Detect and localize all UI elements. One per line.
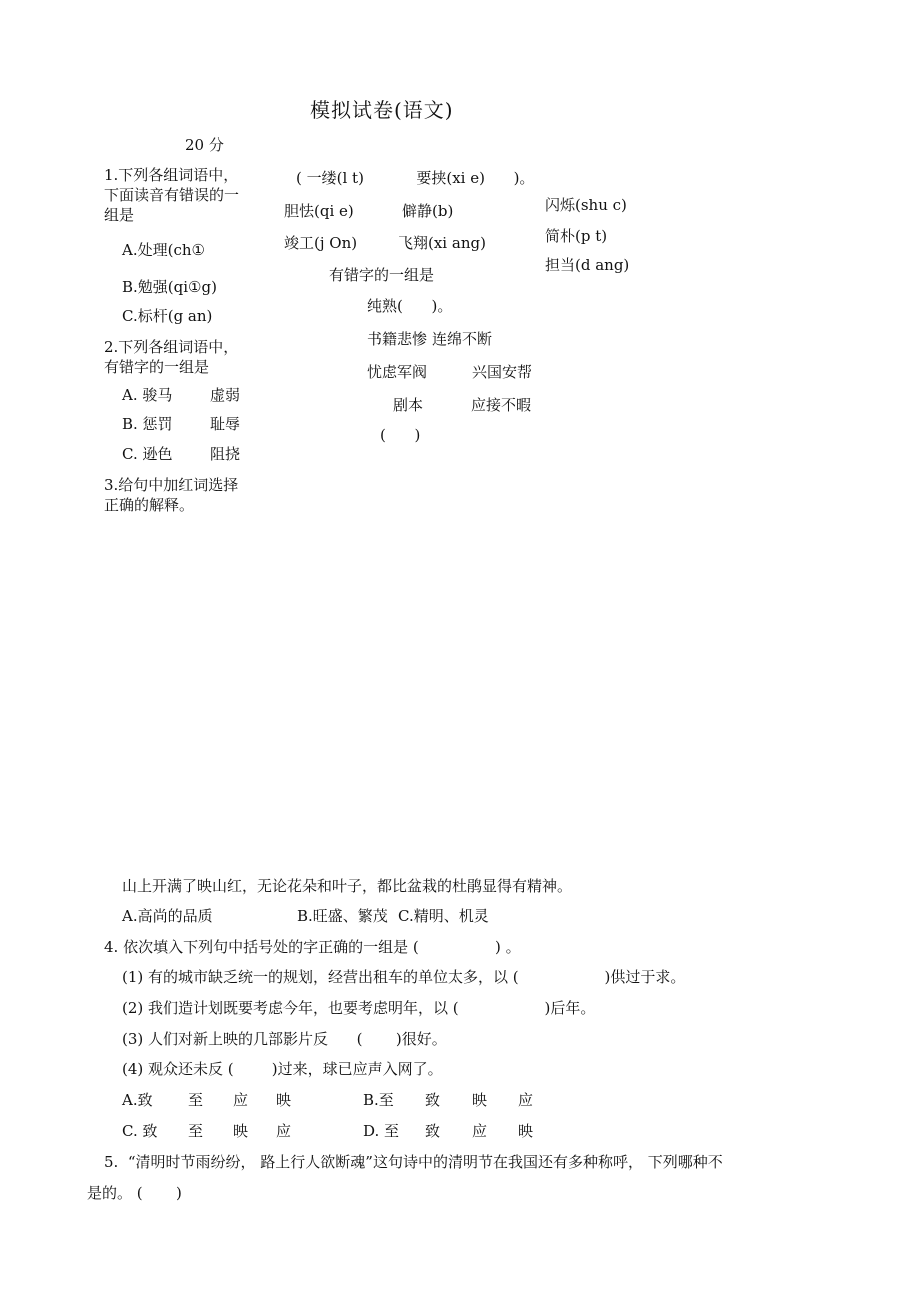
question-4-stem: 4. 依次填入下列句中括号处的字正确的一组是 ( ) 。 <box>104 938 521 956</box>
question-4-option-b-char: 应 <box>518 1091 534 1109</box>
question-3-option-c: C.精明、机灵 <box>398 907 489 925</box>
question-4-sentence-3: (3) 人们对新上映的几部影片反 ( )很好。 <box>122 1030 447 1048</box>
question-2-option-a: A. 骏马 <box>122 386 173 404</box>
question-4-option-d-char: 致 <box>425 1122 441 1140</box>
question-1-option-c: C.标杆(g an) <box>122 307 213 325</box>
question-2-line-4a: 剧本 <box>393 396 424 414</box>
question-1-word-qie: 胆怯(qi e) <box>284 202 354 220</box>
question-2-option-b: B. 惩罚 <box>122 415 173 433</box>
question-4-option-a-char: 映 <box>276 1091 292 1109</box>
question-4-option-c-char: 映 <box>233 1122 249 1140</box>
question-2-option-a-word: 虚弱 <box>210 386 241 404</box>
question-3-option-a: A.高尚的品质 <box>122 907 213 925</box>
score-label: 20 分 <box>185 136 224 154</box>
question-4-option-d-char: 映 <box>518 1122 534 1140</box>
question-2-stem: 2.下列各组词语中，有错字的一组是 <box>104 338 239 376</box>
question-1-word-pijing: 僻静(b) <box>402 202 454 220</box>
question-1-option-a: A.处理(ch① <box>122 241 205 259</box>
question-4-option-b-label: B.至 <box>363 1091 394 1109</box>
question-4-option-a-label: A.致 <box>122 1091 153 1109</box>
question-2-line-2a: 书籍悲惨 <box>367 330 428 348</box>
question-2-line-1: 纯熟( )。 <box>367 297 453 315</box>
question-1-row-1: ( 一缕(l t) 要挟(xi e) )。 <box>296 169 535 187</box>
question-4-option-d-char: 应 <box>472 1122 488 1140</box>
question-4-option-b-char: 映 <box>472 1091 488 1109</box>
question-4-option-c-char: 应 <box>276 1122 292 1140</box>
question-3-sentence: 山上开满了映山红，无论花朵和叶子，都比盆栽的杜鹃显得有精神。 <box>122 877 573 895</box>
question-1-word-feixiang: 飞翔(xi ang) <box>398 234 486 252</box>
question-4-option-d-label: D. 至 <box>363 1122 400 1140</box>
question-2-line-3b: 兴国安帮 <box>472 363 533 381</box>
question-1-stem: 1.下列各组词语中，下面读音有错误的一组是 <box>104 166 240 224</box>
question-5-line-2: 是的。 ( ) <box>87 1184 182 1202</box>
question-1-option-b: B.勉强(qi①g) <box>122 278 217 296</box>
question-3-stem: 3.给句中加红词选择正确的解释。 <box>104 476 239 514</box>
question-3-option-b: B.旺盛、繁茂 <box>297 907 388 925</box>
question-2-line-4b: 应接不暇 <box>471 396 532 414</box>
question-4-option-a-char: 至 <box>188 1091 204 1109</box>
question-4-sentence-4: (4) 观众还未反 ( )过来，球已应声入网了。 <box>122 1060 443 1078</box>
question-1-word-jianpu: 简朴(p t) <box>545 227 608 245</box>
question-4-option-a-char: 应 <box>233 1091 249 1109</box>
question-4-option-c-char: 至 <box>188 1122 204 1140</box>
question-2-option-c-word: 阻挠 <box>210 445 241 463</box>
question-1-word-dandang: 担当(d ang) <box>545 256 630 274</box>
question-4-sentence-2: (2) 我们造计划既要考虑今年，也要考虑明年，以 ( )后年。 <box>122 999 596 1017</box>
page-title: 模拟试卷(语文) <box>310 98 454 122</box>
question-4-option-b-char: 致 <box>425 1091 441 1109</box>
question-2-line-3a: 忧虑军阀 <box>367 363 428 381</box>
question-5-line-1: 5. “清明时节雨纷纷， 路上行人欲断魂”这句诗中的清明节在我国还有多种称呼， 下列哪种不 <box>104 1153 723 1171</box>
question-2-answer-paren: ( ) <box>380 426 421 444</box>
question-4-sentence-1: (1) 有的城市缺乏统一的规划，经营出租车的单位太多，以 ( )供过于求。 <box>122 968 686 986</box>
question-2-line-2b: 连绵不断 <box>432 330 493 348</box>
question-2-heading: 有错字的一组是 <box>329 266 435 284</box>
question-1-word-jungong: 竣工(j On) <box>284 234 358 252</box>
question-1-word-shanshuo: 闪烁(shu c) <box>545 196 627 214</box>
question-2-option-b-word: 耻辱 <box>210 415 241 433</box>
question-4-option-c-label: C. 致 <box>122 1122 158 1140</box>
question-2-option-c: C. 逊色 <box>122 445 173 463</box>
